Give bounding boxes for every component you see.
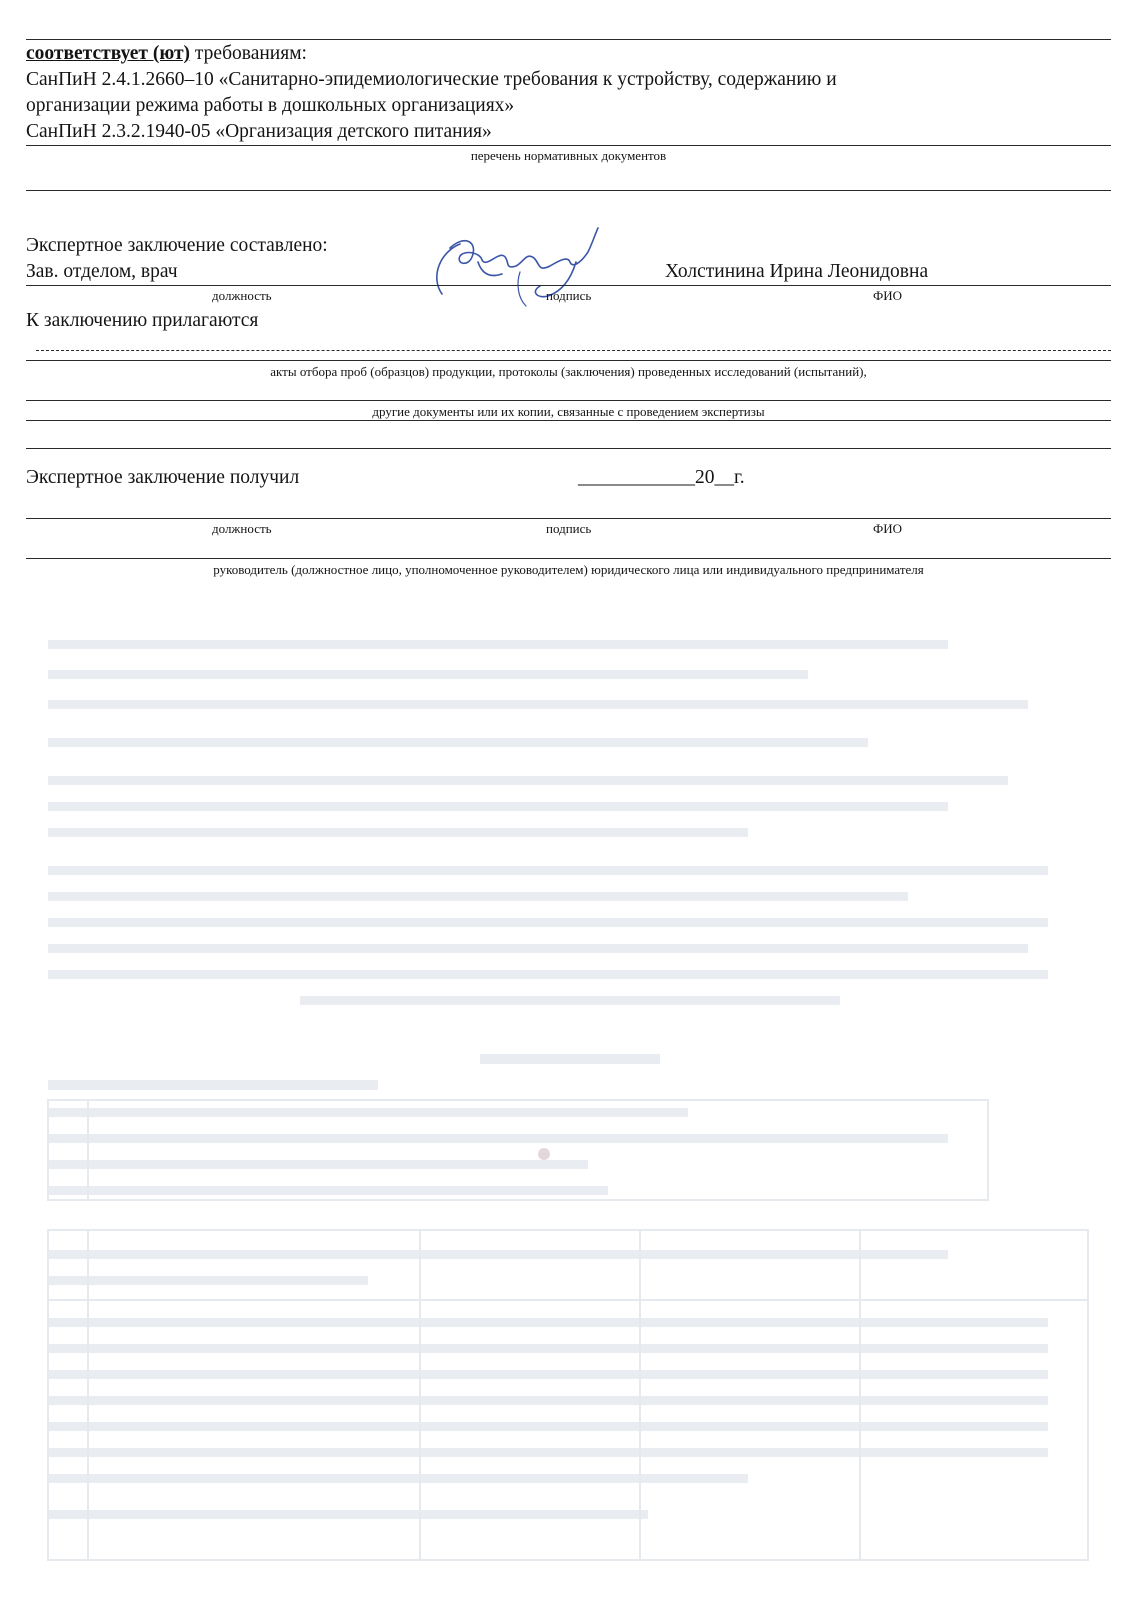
standard-line-2: организации режима работы в дошкольных организациях» (26, 95, 515, 116)
rule-blank-1 (26, 190, 1111, 191)
rule-attachments-3 (26, 420, 1111, 421)
received-date: ____________20__г. (578, 467, 745, 488)
compiled-fio: Холстинина Ирина Леонидовна (665, 261, 929, 282)
standard-line-1: СанПиН 2.4.1.2660–10 «Санитарно-эпидемиологические требования к устройству, содержанию и (26, 69, 837, 90)
received-caption-position: должность (212, 521, 272, 536)
compiled-caption-signature: подпись (546, 288, 592, 303)
rule-attachments-dashed (36, 350, 1111, 351)
rule-standards (26, 145, 1111, 146)
compiled-position: Зав. отделом, врач (26, 261, 178, 282)
compiled-heading: Экспертное заключение составлено: (26, 235, 328, 256)
rule-received (26, 518, 1111, 519)
compliance-line (26, 42, 307, 66)
received-caption-fio: ФИО (873, 521, 903, 536)
bleed-through-texture (0, 560, 1136, 1600)
rule-received-2 (26, 558, 1111, 559)
received-caption-signature: подпись (546, 521, 592, 536)
received-heading: Экспертное заключение получил (26, 467, 300, 488)
compiled-caption-position: должность (212, 288, 272, 303)
compiled-caption-fio: ФИО (873, 288, 903, 303)
attachments-caption-2: другие документы или их копии, связанные с проведением экспертизы (372, 404, 765, 419)
standard-line-3: СанПиН 2.3.2.1940-05 «Организация детского питания» (26, 121, 492, 142)
compliance-rest: требованиям: (190, 43, 307, 64)
attachments-caption-1: акты отбора проб (образцов) продукции, протоколы (заключения) проведенных исследований (испытаний), (270, 364, 867, 379)
rule-attachments-4 (26, 448, 1111, 449)
rule-attachments (26, 360, 1111, 361)
rule-top (26, 39, 1111, 40)
received-caption-role: руководитель (должностное лицо, уполномоченное руководителем) юридического лица или индивидуального предпринимателя (213, 562, 924, 577)
rule-compiled (26, 285, 1111, 286)
rule-attachments-2 (26, 400, 1111, 401)
standards-caption: перечень нормативных документов (470, 148, 667, 163)
attachments-heading: К заключению прилагаются (26, 310, 259, 331)
compliance-verb: соответствует (ют) (26, 43, 191, 64)
